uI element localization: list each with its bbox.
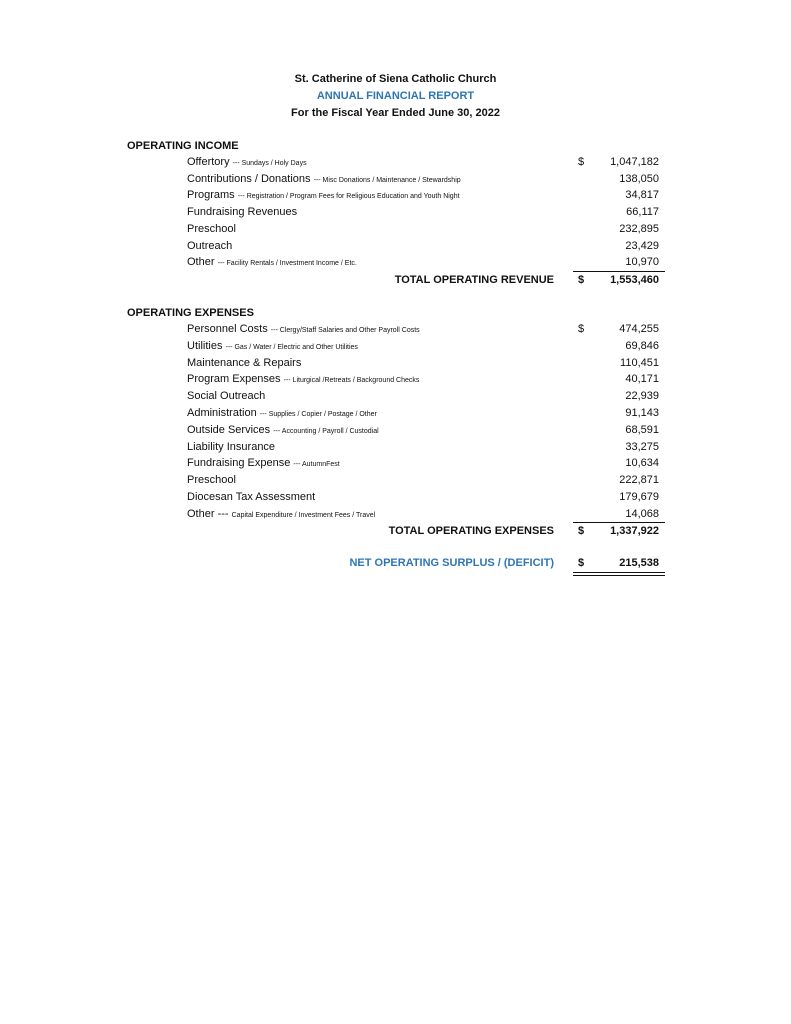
expense-item-label (187, 474, 236, 486)
income-item-name: Preschool (187, 222, 236, 235)
expense-item-amount: 474,255 (619, 323, 659, 335)
expense-item-name: Diocesan Tax Assessment (187, 491, 316, 503)
report-period: For the Fiscal Year Ended June 30, 2022 (291, 107, 500, 119)
expense-item-row (0, 390, 791, 406)
expense-item-row (0, 357, 791, 373)
expense-item-amount: 91,143 (625, 407, 659, 419)
operating-expenses-heading: OPERATING EXPENSES (127, 307, 254, 319)
income-item-row (0, 240, 791, 256)
expense-item-amount: 68,591 (625, 423, 659, 436)
income-item-row (0, 223, 791, 239)
income-item-amount: 34,817 (625, 189, 659, 202)
total-operating-expenses-row (0, 525, 791, 541)
income-item-amount: 138,050 (619, 172, 659, 185)
expense-item-description: --- Gas / Water / Electric and Other Utilities (225, 343, 358, 351)
expense-item-label (187, 357, 301, 369)
income-item-label (187, 173, 461, 185)
expense-item-amount: 69,846 (625, 339, 659, 352)
expense-item-label (187, 457, 340, 469)
net-operating-dollar: $ (578, 557, 585, 569)
expense-item-row (0, 323, 791, 339)
expense-item-dollar: $ (578, 323, 585, 335)
expense-item-label (187, 424, 379, 436)
expense-item-label (187, 508, 375, 520)
total-expenses-amount: 1,337,922 (610, 525, 659, 537)
expense-item-row (0, 508, 791, 524)
income-item-amount: 23,429 (625, 239, 659, 252)
income-item-name: Contributions / Donations (187, 172, 311, 185)
expense-item-label (187, 390, 265, 402)
income-item-amount: 66,117 (626, 206, 659, 219)
net-double-rule-bottom (573, 575, 665, 576)
total-expenses-dollar: $ (578, 525, 585, 537)
income-item-label (187, 256, 357, 268)
income-item-row (0, 173, 791, 189)
expense-total-rule (573, 522, 665, 523)
report-title: ANNUAL FINANCIAL REPORT (316, 90, 475, 102)
expense-item-amount: 22,939 (625, 390, 659, 403)
expense-item-name: Liability Insurance (187, 440, 276, 453)
expense-item-row (0, 474, 791, 490)
expense-item-amount: 179,679 (619, 491, 659, 503)
income-item-label (187, 189, 460, 201)
income-item-name: Outreach (187, 239, 233, 252)
expense-item-label (187, 323, 420, 335)
expense-item-amount: 14,068 (625, 507, 659, 520)
expense-item-description: --- Supplies / Copier / Postage / Other (259, 411, 377, 418)
expense-item-row (0, 441, 791, 457)
income-item-row (0, 189, 791, 205)
income-item-row (0, 256, 791, 272)
income-item-description: --- Facility Rentals / Investment Income / Etc. (217, 260, 357, 268)
expense-item-description: --- Liturgical /Retreats / Background Checks (283, 377, 420, 385)
expense-item-amount: 110,451 (620, 356, 659, 369)
total-revenue-amount: 1,553,460 (610, 274, 659, 286)
expense-item-label (187, 340, 358, 352)
total-operating-revenue-row (0, 274, 791, 290)
net-double-rule-top (573, 572, 665, 573)
income-item-row (0, 206, 791, 222)
expense-item-name: Utilities (187, 339, 223, 352)
expense-item-row (0, 457, 791, 473)
income-item-description: --- Sundays / Holy Days (232, 160, 307, 167)
income-item-description: --- Registration / Program Fees for Religious Education and Youth Night (237, 193, 460, 201)
expense-item-amount: 222,871 (619, 474, 659, 487)
income-item-amount: 232,895 (619, 222, 659, 235)
income-item-name: Fundraising Revenues (187, 206, 298, 219)
income-item-amount: 10,970 (625, 256, 659, 269)
expense-item-name: Social Outreach (187, 390, 266, 403)
expense-item-amount: 33,275 (625, 440, 659, 453)
income-item-label (187, 156, 307, 168)
expense-item-name: Administration (187, 407, 257, 419)
income-item-name: Offertory (187, 156, 230, 168)
expense-item-row (0, 407, 791, 423)
operating-income-heading: OPERATING INCOME (127, 140, 239, 152)
net-operating-row (0, 557, 791, 573)
expense-item-description: --- AutumnFest (293, 461, 340, 469)
expense-item-label (187, 373, 419, 385)
expense-item-name: Fundraising Expense (187, 457, 291, 470)
income-item-dollar: $ (578, 156, 585, 168)
expense-item-row (0, 373, 791, 389)
expense-item-row (0, 340, 791, 356)
income-item-name: Other (187, 256, 215, 269)
expense-item-name: Other --- (187, 507, 229, 520)
income-item-label (187, 206, 297, 218)
income-item-row (0, 156, 791, 172)
income-item-label (187, 240, 232, 252)
expense-item-row (0, 424, 791, 440)
net-operating-amount: 215,538 (619, 557, 659, 569)
expense-item-amount: 40,171 (625, 373, 659, 386)
income-item-name: Programs (187, 189, 235, 202)
income-total-rule (573, 271, 665, 272)
total-revenue-label: TOTAL OPERATING REVENUE (394, 274, 554, 286)
expense-item-name: Maintenance & Repairs (187, 356, 302, 369)
income-item-label (187, 223, 236, 235)
church-name: St. Catherine of Siena Catholic Church (294, 73, 497, 85)
expense-item-label (187, 441, 275, 453)
expense-item-amount: 10,634 (625, 457, 659, 470)
expense-item-row (0, 491, 791, 507)
expense-item-label (187, 491, 315, 503)
expense-item-name: Outside Services (187, 423, 271, 436)
expense-item-name: Program Expenses (187, 373, 281, 386)
expense-item-description: Capital Expenditure / Investment Fees / Travel (231, 511, 376, 519)
expense-item-description: --- Accounting / Payroll / Custodial (273, 427, 379, 435)
total-expenses-label: TOTAL OPERATING EXPENSES (388, 525, 554, 537)
expense-item-description: --- Clergy/Staff Salaries and Other Payroll Costs (270, 327, 420, 334)
expense-item-name: Personnel Costs (187, 323, 268, 335)
net-operating-label: NET OPERATING SURPLUS / (DEFICIT) (349, 557, 554, 569)
total-revenue-dollar: $ (578, 274, 585, 286)
expense-item-name: Preschool (187, 474, 236, 487)
income-item-description: --- Misc Donations / Maintenance / Stewardship (313, 176, 461, 184)
expense-item-label (187, 407, 377, 419)
income-item-amount: 1,047,182 (610, 156, 659, 168)
